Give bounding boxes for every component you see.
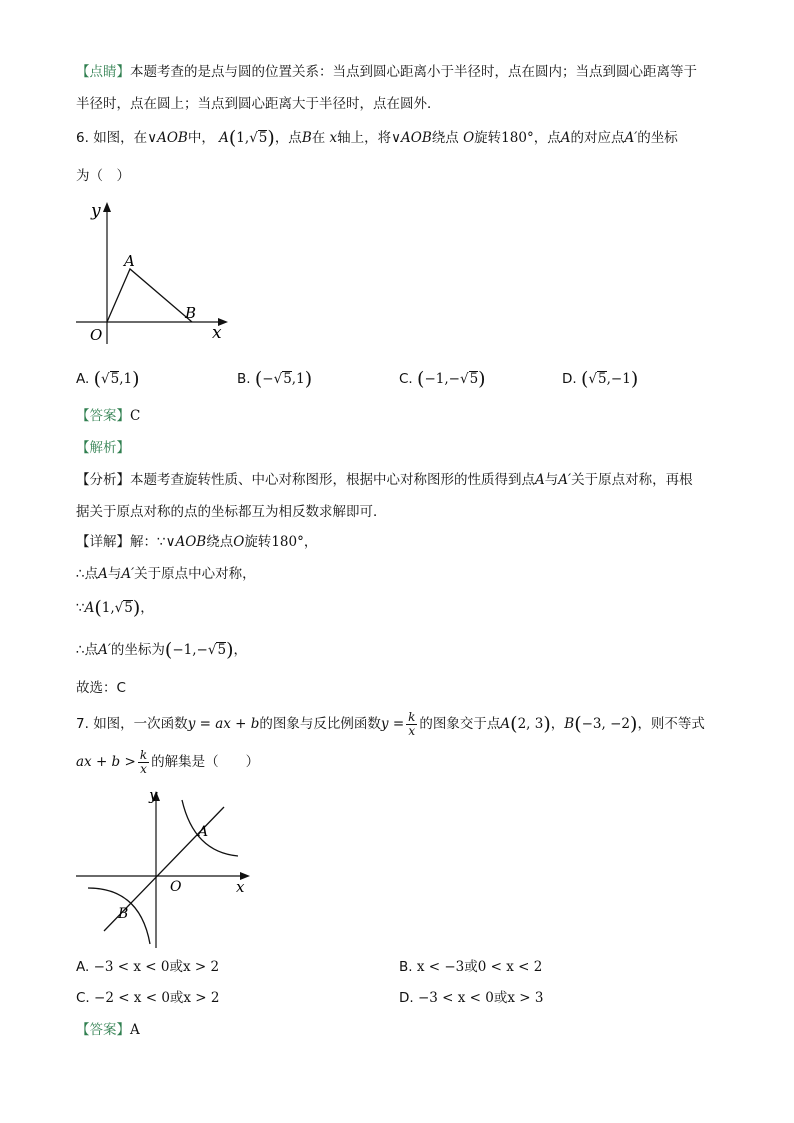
point-label: B [301,130,312,146]
option-text: −2 < x < 0或x > 2 [94,990,220,1006]
fraction-denominator: x [408,723,416,738]
question-number: 6. [76,130,89,146]
option-letter: C. [76,990,90,1006]
stem-text: 为（ ） [76,168,130,184]
option-text: ,1 [291,371,305,387]
y-axis-label: y [91,201,101,221]
q6-figure [74,198,234,348]
q7-option-b[interactable] [399,956,542,978]
triangle-name: AOB [157,130,188,146]
stem-text: 的坐标 [637,130,678,146]
question-number: 7. [76,716,89,732]
q6-detail-line-2 [76,564,256,584]
point-label: A [535,472,545,488]
y-axis-label: y [149,786,158,804]
option-letter: B. [399,959,413,975]
x-axis-label: x [212,323,222,343]
sqrt-value: 5 [124,600,133,616]
stem-text: ，点 [274,130,302,146]
point-b-label: B [185,304,197,322]
q5-note-line-1 [76,62,697,82]
detail-text: 解：∵ [130,534,166,550]
point-label: A [98,566,108,582]
stem-text: ，则不等式 [637,716,705,732]
paren: ) [304,368,313,390]
q6-detail-line-3: ∵A(1,√5)， [76,597,154,619]
point-label: O [233,534,245,550]
option-letter: D. [399,990,414,1006]
sqrt-value: 5 [258,130,268,146]
origin-label: O [170,879,182,895]
stem-text: 如图，一次函数 [93,716,188,732]
point-a-label: A [124,252,135,270]
y-axis-arrow-icon [103,202,111,212]
note-tag: 【点睛】 [76,64,130,80]
triangle-name: AOB [175,534,207,550]
triangle-name: AOB [401,130,432,146]
q6-option-d[interactable]: D. (√5,−1) [562,368,639,390]
triangle-symbol: ∨ [391,130,402,146]
fraction-numerator: k [139,747,148,762]
option-letter: A. [76,959,90,975]
answer-tag: 【答案】 [76,408,130,424]
detail-text: ， [140,600,154,616]
coord-text: 2, 3 [517,716,544,732]
analysis-sub-tag: 【分析】 [76,472,130,488]
option-text: −3 < x < 0或x > 3 [417,990,544,1006]
q6-analysis-line-2 [76,502,387,522]
coord-text: 1, [101,600,115,616]
sqrt-value: 5 [598,371,607,387]
detail-text: 与 [107,566,122,582]
stem-text: 的图象与反比例函数 [259,716,381,732]
point-label: A′ [558,472,572,488]
q6-analysis-line-1 [76,470,693,490]
paren: ) [132,368,140,390]
sqrt-value: 5 [283,371,292,387]
point-label: A′ [98,642,111,658]
option-letter: C. [399,371,413,387]
detail-text: ∴点 [76,642,99,658]
formula: y = [380,716,405,732]
q7-figure [74,784,254,950]
sqrt-value: 5 [217,642,227,658]
option-text: −3 < x < 0或x > 2 [93,959,220,975]
option-letter: B. [237,371,251,387]
formula: ax + b > [76,754,136,770]
paren: ) [630,368,639,390]
stem-text: 旋转 [474,130,502,146]
stem-text: 的解集是（ ） [151,754,260,770]
paren: ( [254,368,263,390]
detail-text: 关于原点中心对称， [134,566,256,582]
q5-note-line-2 [76,94,441,114]
point-label: A [84,600,95,616]
axis-label: x [329,130,338,146]
coord-text: −1,− [172,642,208,658]
q7-option-c[interactable] [76,987,220,1009]
formula: y = ax + b [187,716,260,732]
point-b-label: B [118,906,129,922]
q6-detail-line-4: ∴点A′的坐标为(−1,−√5)， [76,639,247,661]
conclusion-text: 故选：C [76,680,126,696]
q6-answer [76,406,140,426]
point-label: A [219,130,229,146]
stem-text: 轴上，将 [337,130,392,146]
answer-value: A [130,1022,140,1038]
analysis-text: 与 [544,472,559,488]
stem-text: 的图象交于点 [419,716,501,732]
detail-text: 旋转 [244,534,272,550]
triangle-symbol: ∨ [165,534,176,550]
triangle-aob [107,269,192,322]
coord-text: −3, −2 [581,716,631,732]
triangle-symbol: ∨ [147,130,158,146]
analysis-text: 本题考查旋转性质、中心对称图形，根据中心对称图形的性质得到点 [130,472,535,488]
option-text: ,−1 [606,371,631,387]
q6-stem-line-2 [76,166,130,186]
angle-value: 180° [501,130,534,146]
x-axis-label: x [236,878,245,896]
point-label: A [560,130,571,146]
point-a-label: A [198,824,209,840]
stem-text: 如图，在 [93,130,148,146]
q6-option-a[interactable]: A. (√5,1) [76,368,140,390]
stem-text: ，点 [533,130,561,146]
analysis-text: 关于原点对称，再根 [571,472,693,488]
point-label: B [564,716,575,732]
origin-label: O [90,326,103,344]
q6-detail-line-1 [76,532,317,552]
option-text: x < −3或0 < x < 2 [416,959,543,975]
note-text: 半径时，点在圆上；当点到圆心距离大于半径时，点在圆外． [76,96,441,112]
analysis-tag: 【解析】 [76,440,130,456]
q6-analysis-heading [76,438,130,458]
paren: ) [478,368,486,390]
q7-stem-line-1: 7. 如图，一次函数y = ax + b的图象与反比例函数y = $\frac{k}{x}$ 的图象交于点A(2, 3)，B(−3, −2)，则不等式 [76,709,705,738]
stem-text: ， [550,716,565,732]
option-text: ,1 [119,371,133,387]
detail-text: ∴点 [76,566,99,582]
detail-text: 的坐标为 [110,642,165,658]
paren: ( [580,368,589,390]
detail-text: ， [303,534,318,550]
coord-text: 1, [236,130,250,146]
q6-stem-line-1: 6. 如图，在∨AOB中， A(1,√5)，点B在 x轴上，将∨AOB绕点 O旋转180°，点A的对应点A′的坐标 [76,127,678,149]
detail-text: ， [233,642,247,658]
fraction [406,711,417,738]
point-label: A [500,716,511,732]
stem-text: 中， [187,130,215,146]
note-text: 本题考查的是点与圆的位置关系：当点到圆心距离小于半径时，点在圆内；当点到圆心距离等于 [130,64,697,80]
sqrt-value: 5 [469,371,479,387]
option-text: − [262,371,274,387]
stem-text: 绕点 [431,130,459,146]
detail-tag: 【详解】 [76,534,130,550]
q7-answer [76,1020,140,1040]
stem-text: 的对应点 [570,130,625,146]
q7-option-d[interactable] [399,987,543,1009]
detail-text: 绕点 [206,534,234,550]
paren: ( [93,368,102,390]
q6-conclusion [76,678,126,698]
angle-value: 180° [271,534,304,550]
answer-value: C [130,408,141,424]
q7-stem-line-2 [76,748,259,776]
paren: ( [417,368,425,390]
fraction-denominator: x [140,761,147,776]
q6-option-b[interactable]: B. (−√5,1) [237,368,313,390]
fraction [138,749,149,776]
fraction-numerator: k [408,709,416,724]
q7-option-a[interactable] [76,956,219,978]
point-label: A′ [121,566,135,582]
option-text: −1,− [424,371,460,387]
sqrt-value: 5 [110,371,120,387]
answer-tag: 【答案】 [76,1022,130,1038]
option-letter: D. [562,371,577,387]
detail-text: ∵ [76,600,85,616]
point-label: O [463,130,475,146]
stem-text: 在 [311,130,326,146]
hyperbola-branch-upper [182,800,238,856]
analysis-text: 据关于原点对称的点的坐标都互为相反数求解即可． [76,504,387,520]
option-letter: A. [76,371,90,387]
q6-option-c[interactable]: C. (−1,−√5) [399,368,486,390]
point-label: A′ [624,130,638,146]
